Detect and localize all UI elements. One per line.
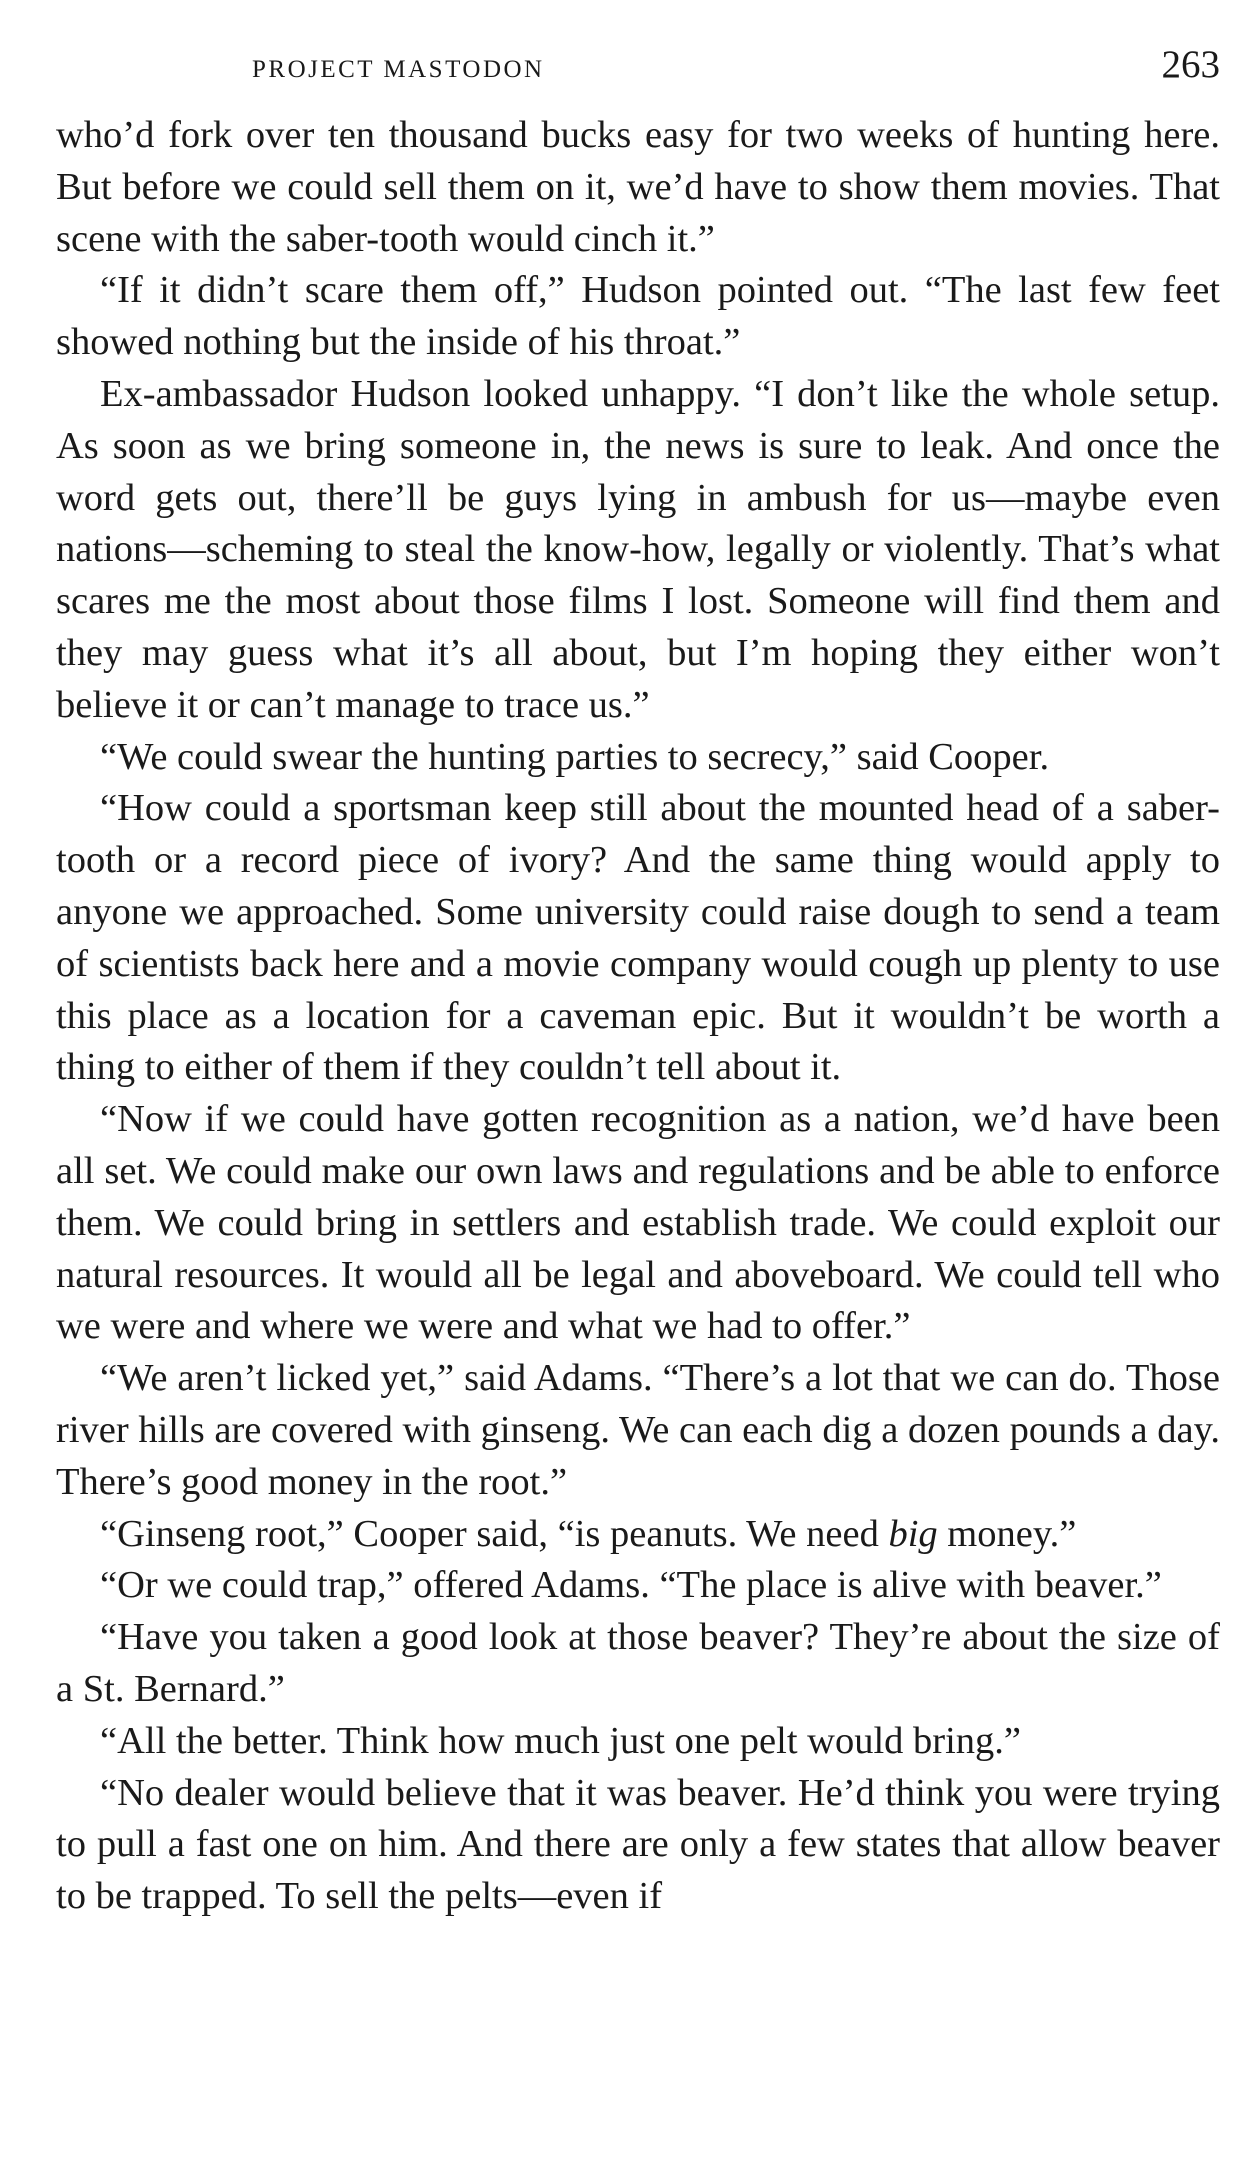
paragraph: “No dealer would believe that it was beaver. He’d think you were trying to pull a fast one on him. And there are only a few states that allow beaver to be trapped. To sell the pelts—even if bbox=[56, 1771, 1220, 1918]
paragraph: “If it didn’t scare them off,” Hudson pointed out. “The last few feet showed nothing but the inside of his throat.” bbox=[56, 269, 1220, 364]
paragraph: “All the better. Think how much just one pelt would bring.” bbox=[100, 1719, 1021, 1762]
paragraph: who’d fork over ten thousand bucks easy for two weeks of hunting here. But before we could sell them on it, we’d have to show them movies. That scene with the saber-tooth would cinch it.” bbox=[56, 114, 1220, 260]
paragraph-text: money.” bbox=[937, 1512, 1077, 1555]
paragraph-text: “Ginseng root,” Cooper said, “is peanuts. We need bbox=[100, 1512, 889, 1555]
emphasized-word: big bbox=[888, 1512, 938, 1555]
paragraph: “How could a sportsman keep still about the mounted head of a saber-tooth or a record piece of ivory? And the same thing would apply to anyone we approached. Some university could raise dough to send a team of scientists back here and a movie company would cough up plenty to use this place as a location for a caveman epic. But it wouldn’t be worth a thing to either of them if they couldn’t tell about it. bbox=[56, 787, 1220, 1089]
page-number: 263 bbox=[1161, 43, 1220, 86]
paragraph: “Now if we could have gotten recognition as a nation, we’d have been all set. We could make our own laws and regulations and be able to enforce them. We could bring in settlers and establish trade. We could exploit our natural resources. It would all be legal and aboveboard. We could tell who we were and where we were and what we had to offer.” bbox=[56, 1098, 1220, 1348]
paragraph: Ex-ambassador Hudson looked unhappy. “I don’t like the whole setup. As soon as we bring someone in, the news is sure to leak. And once the word gets out, there’ll be guys lying in ambush for us—maybe even nations—scheming to steal the know-how, legally or violently. That’s what scares me the most about those films I lost. Someone will find them and they may guess what it’s all about, but I’m hoping they either won’t believe it or can’t manage to trace us.” bbox=[56, 372, 1220, 726]
book-page bbox=[56, 40, 1220, 1923]
paragraph: “We could swear the hunting parties to secrecy,” said Cooper. bbox=[100, 735, 1050, 778]
paragraph: “We aren’t licked yet,” said Adams. “There’s a lot that we can do. Those river hills are covered with ginseng. We can each dig a dozen pounds a day. There’s good money in the root.” bbox=[56, 1357, 1220, 1503]
body-text bbox=[56, 110, 1220, 1923]
paragraph: “Have you taken a good look at those beaver? They’re about the size of a St. Bernard.” bbox=[56, 1616, 1220, 1710]
running-head bbox=[56, 40, 1220, 104]
paragraph: “Or we could trap,” offered Adams. “The place is alive with beaver.” bbox=[100, 1564, 1162, 1607]
running-title: PROJECT MASTODON bbox=[252, 56, 545, 83]
paragraph bbox=[56, 1509, 1220, 1561]
